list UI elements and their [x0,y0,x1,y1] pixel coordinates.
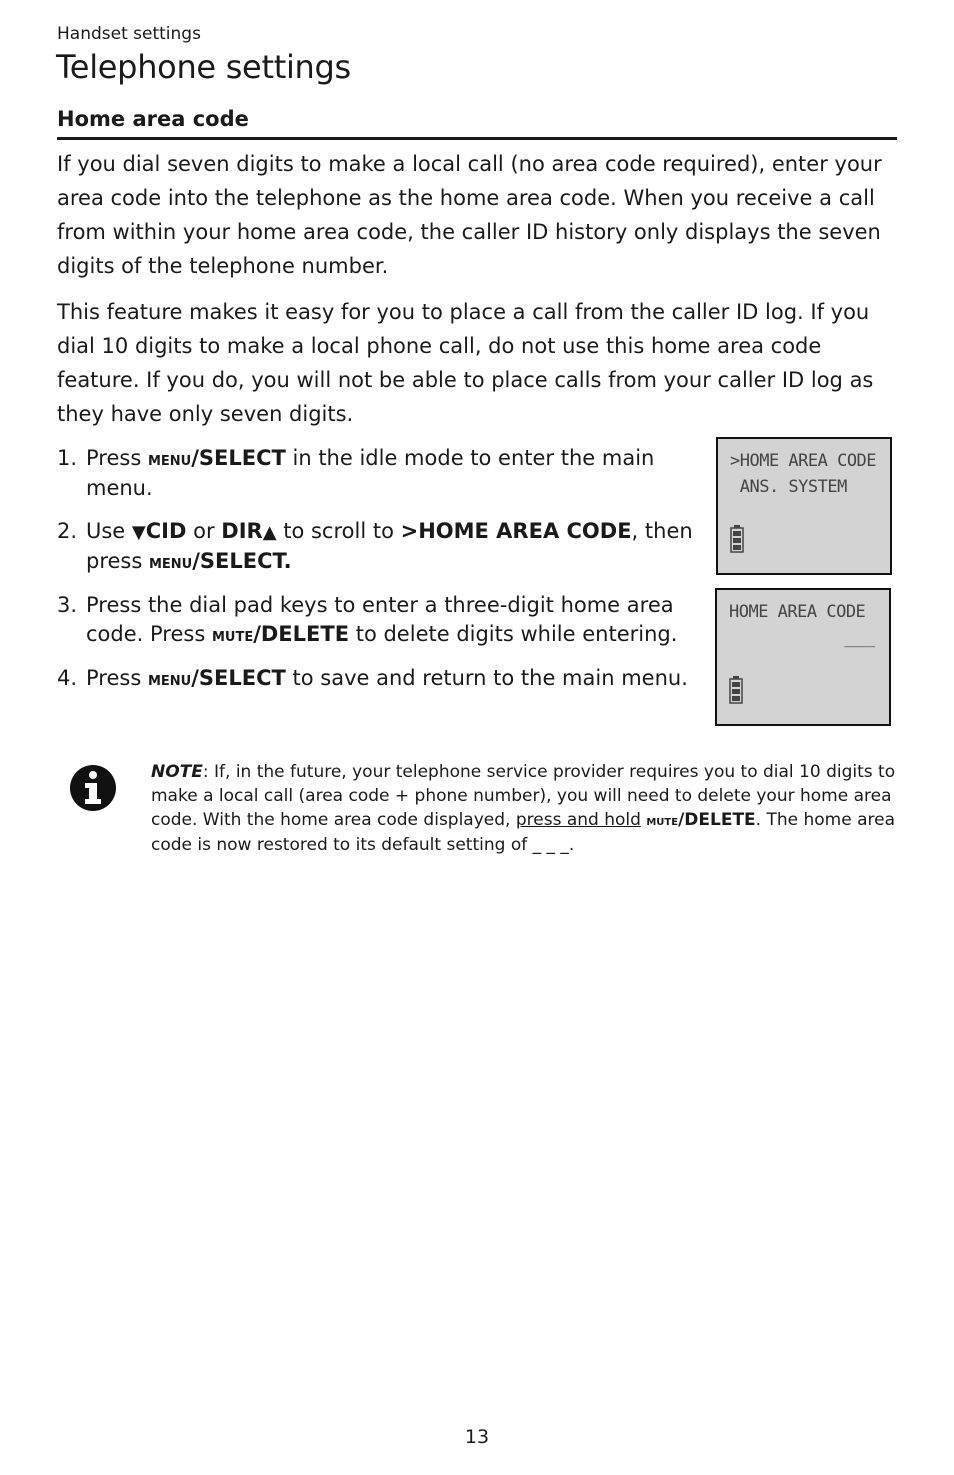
step-item [57,517,717,577]
step-text: to delete digits while entering. [349,622,678,646]
heading-rule [57,137,897,140]
lcd-screen-menu [716,437,892,575]
step-number: 4. [57,666,78,690]
key-menu: menu [147,449,192,470]
step-text: Use [86,519,132,543]
page-title: Telephone settings [56,48,351,86]
key-menu: menu [148,552,193,573]
info-icon [69,764,117,812]
page-number: 13 [464,1426,490,1448]
step-item [57,664,717,694]
step-text: , then press [86,519,693,573]
lcd-line-2: ANS. SYSTEM [730,477,847,497]
steps-list [57,444,717,708]
section-heading: Home area code [57,107,249,131]
key-mute: mute [646,813,679,829]
key-select: /SELECT. [192,549,292,573]
step-text: or [186,519,222,543]
breadcrumb: Handset settings [57,24,201,44]
key-delete: /DELETE [253,622,350,646]
key-mute: mute [211,625,254,646]
note-label: NOTE [151,762,203,782]
step-number: 2. [57,519,78,543]
step-number: 3. [57,593,78,617]
up-arrow-icon: ▲ [262,522,277,543]
key-select: /SELECT [191,666,286,690]
step-item [57,591,717,650]
key-select: /SELECT [191,446,286,470]
battery-icon [729,676,743,704]
note-body: . The home area code is now restored to its default setting of _ _ _. [151,810,895,855]
key-menu: menu [147,669,192,690]
note-emphasis: press and hold [515,810,641,830]
step-text: Press [86,446,148,470]
lcd-entry-field: ___ [844,628,875,648]
step-text: to scroll to [276,519,401,543]
step-text: in the idle mode to enter the main menu. [86,446,655,500]
intro-paragraph: If you dial seven digits to make a local call (no area code required), enter your area code into the telephone as the home area code. When you receive a call from within your home area code, the caller ID history only displays the seven digits of the telephone number. [57,152,882,278]
lcd-line-1: >HOME AREA CODE [730,451,877,471]
step-number: 1. [57,446,78,470]
step-text: Press [86,666,148,690]
note-text [151,760,896,857]
menu-item-home-area-code: >HOME AREA CODE [400,519,632,543]
key-dir: DIR [221,519,263,543]
note-body: : If, in the future, your telephone service provider requires you to dial 10 digits to make a local call (area code + phone number), you will need to delete your home area code. With the home area code displayed, [151,762,896,830]
down-arrow-icon: ▼ [131,522,146,543]
feature-paragraph: This feature makes it easy for you to place a call from the caller ID log. If you dial 10 digits to make a local phone call, do not use this home area code feature. If you do, you will not be able to place calls from your caller ID log as they have only seven digits. [57,300,874,426]
step-item [57,444,717,503]
step-text: to save and return to the main menu. [285,666,688,690]
lcd-screen-entry [715,588,891,726]
battery-icon [730,525,744,553]
key-cid: CID [145,519,187,543]
step-text: Press the dial pad keys to enter a three-digit home area code. Press [86,593,674,646]
lcd-line-1: HOME AREA CODE [729,602,866,622]
key-delete: /DELETE [678,810,756,830]
